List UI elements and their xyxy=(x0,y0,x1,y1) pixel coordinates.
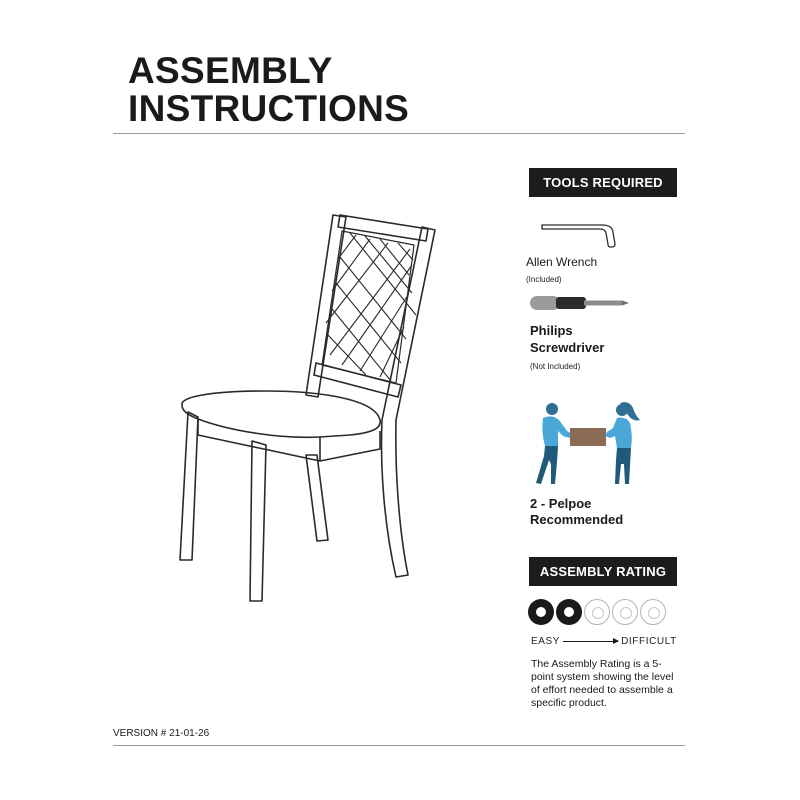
rating-dot-empty xyxy=(584,599,610,625)
rating-dot-empty xyxy=(612,599,638,625)
top-divider xyxy=(113,133,685,134)
rating-dot-filled xyxy=(528,599,554,625)
bottom-divider xyxy=(113,745,685,746)
allen-wrench-label: Allen Wrench xyxy=(526,255,598,269)
people-label-line-1: 2 - Pelpoe xyxy=(530,496,592,511)
allen-wrench-note: (Included) xyxy=(526,275,562,284)
title-line-2: INSTRUCTIONS xyxy=(128,88,410,129)
rating-dot-filled xyxy=(556,599,582,625)
difficulty-scale xyxy=(531,636,677,647)
page-title xyxy=(128,52,409,128)
two-people-carrying-icon xyxy=(527,398,645,488)
dining-chair-illustration xyxy=(170,205,440,605)
difficult-label: DIFFICULT xyxy=(621,636,677,647)
tools-required-header: TOOLS REQUIRED xyxy=(529,168,677,197)
version-number: VERSION # 21-01-26 xyxy=(113,728,210,739)
assembly-rating-header: ASSEMBLY RATING xyxy=(529,557,677,586)
screwdriver-label-line-2: Screwdriver xyxy=(530,340,605,355)
title-line-1: ASSEMBLY xyxy=(128,50,333,91)
screwdriver-label-line-1: Philips xyxy=(530,323,573,338)
allen-wrench-icon xyxy=(540,220,620,250)
assembly-rating-dots xyxy=(528,599,666,625)
screwdriver-note: (Not Included) xyxy=(530,362,581,371)
rating-description: The Assembly Rating is a 5-point system showing the level of effort needed to assemble a specific product. xyxy=(531,658,674,709)
scale-arrow-icon xyxy=(563,641,618,642)
rating-dot-empty xyxy=(640,599,666,625)
easy-label: EASY xyxy=(531,636,561,647)
people-label-line-2: Recommended xyxy=(530,512,624,527)
screwdriver-icon xyxy=(528,293,632,313)
